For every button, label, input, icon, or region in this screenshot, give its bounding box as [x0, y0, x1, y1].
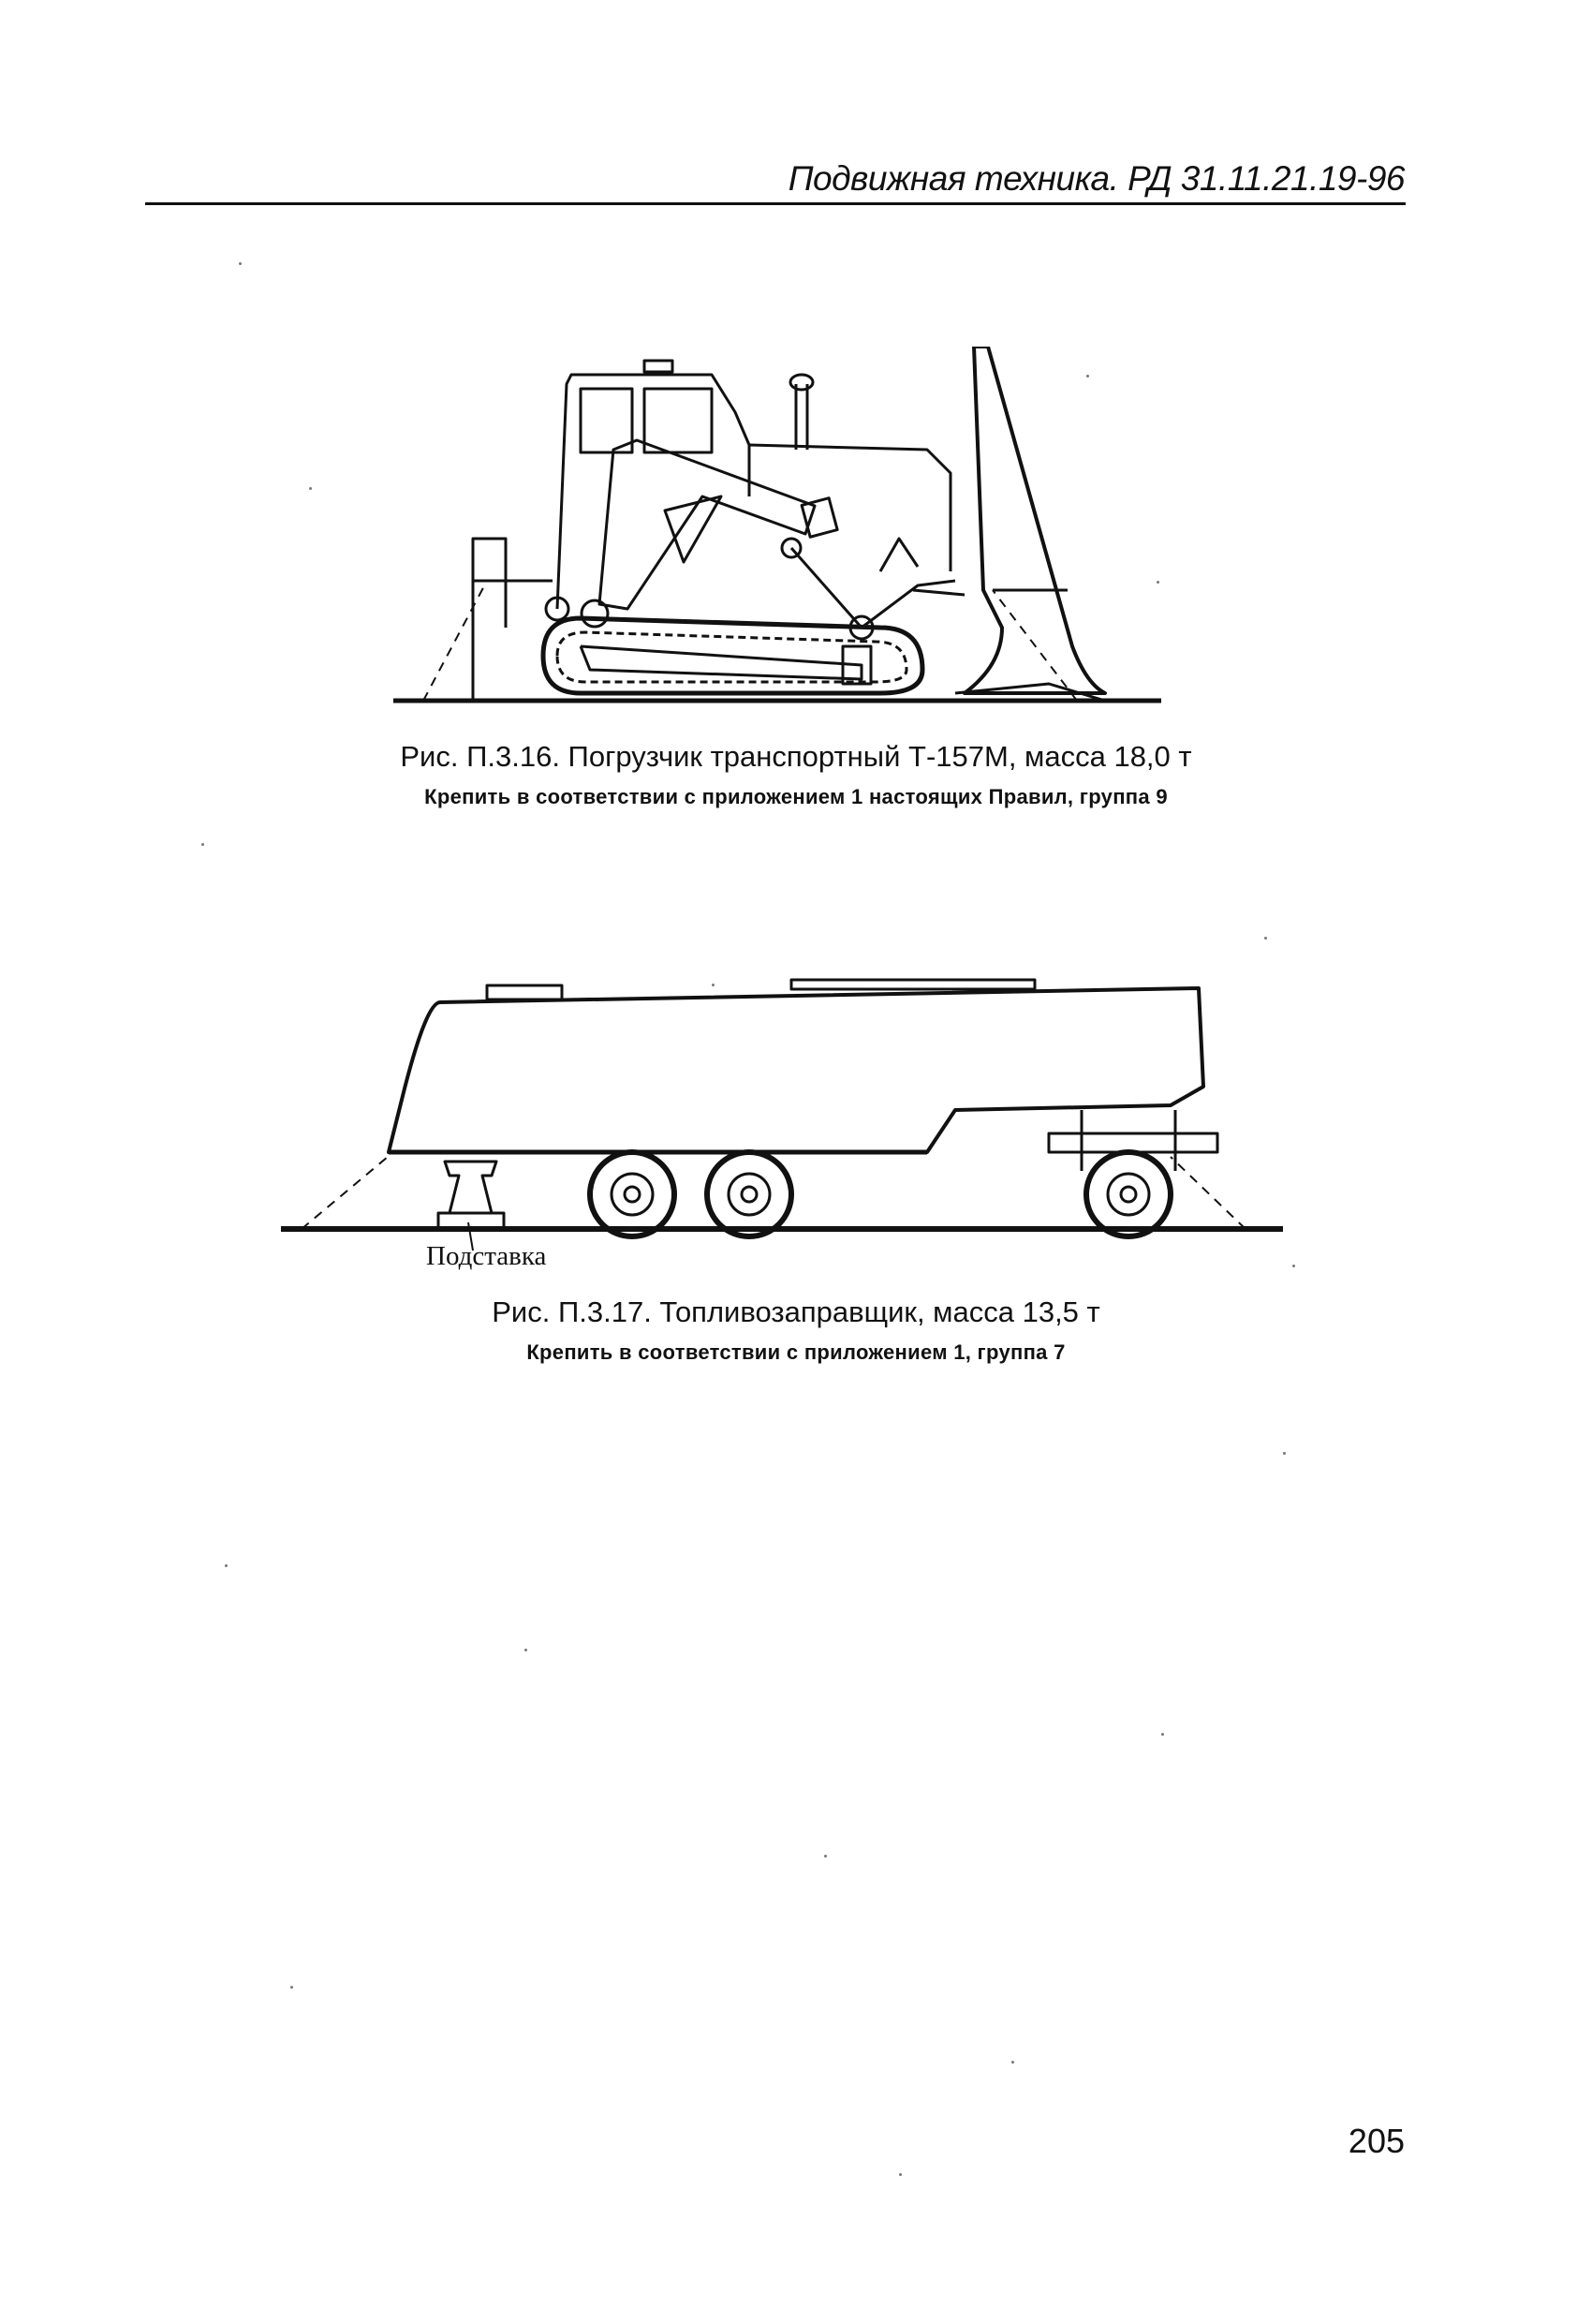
header-rule	[145, 202, 1406, 205]
running-header-title: Подвижная техника. РД 31.11.21.19-96	[788, 159, 1405, 198]
figure1-caption: Рис. П.3.16. Погрузчик транспортный Т-157М, масса 18,0 т	[400, 740, 1192, 773]
tracked-loader-drawing-icon	[393, 347, 1161, 721]
figure2-caption: Рис. П.3.17. Топливозаправщик, масса 13,5 т	[492, 1295, 1100, 1328]
figure2-note: Крепить в соответствии с приложением 1, группа 7	[526, 1340, 1066, 1364]
stand-label: Подставка	[426, 1241, 547, 1271]
fuel-tanker-trailer-drawing-icon	[281, 965, 1283, 1274]
figure1-note: Крепить в соответствии с приложением 1 настоящих Правил, группа 9	[424, 785, 1168, 808]
page-number: 205	[1348, 2122, 1405, 2160]
